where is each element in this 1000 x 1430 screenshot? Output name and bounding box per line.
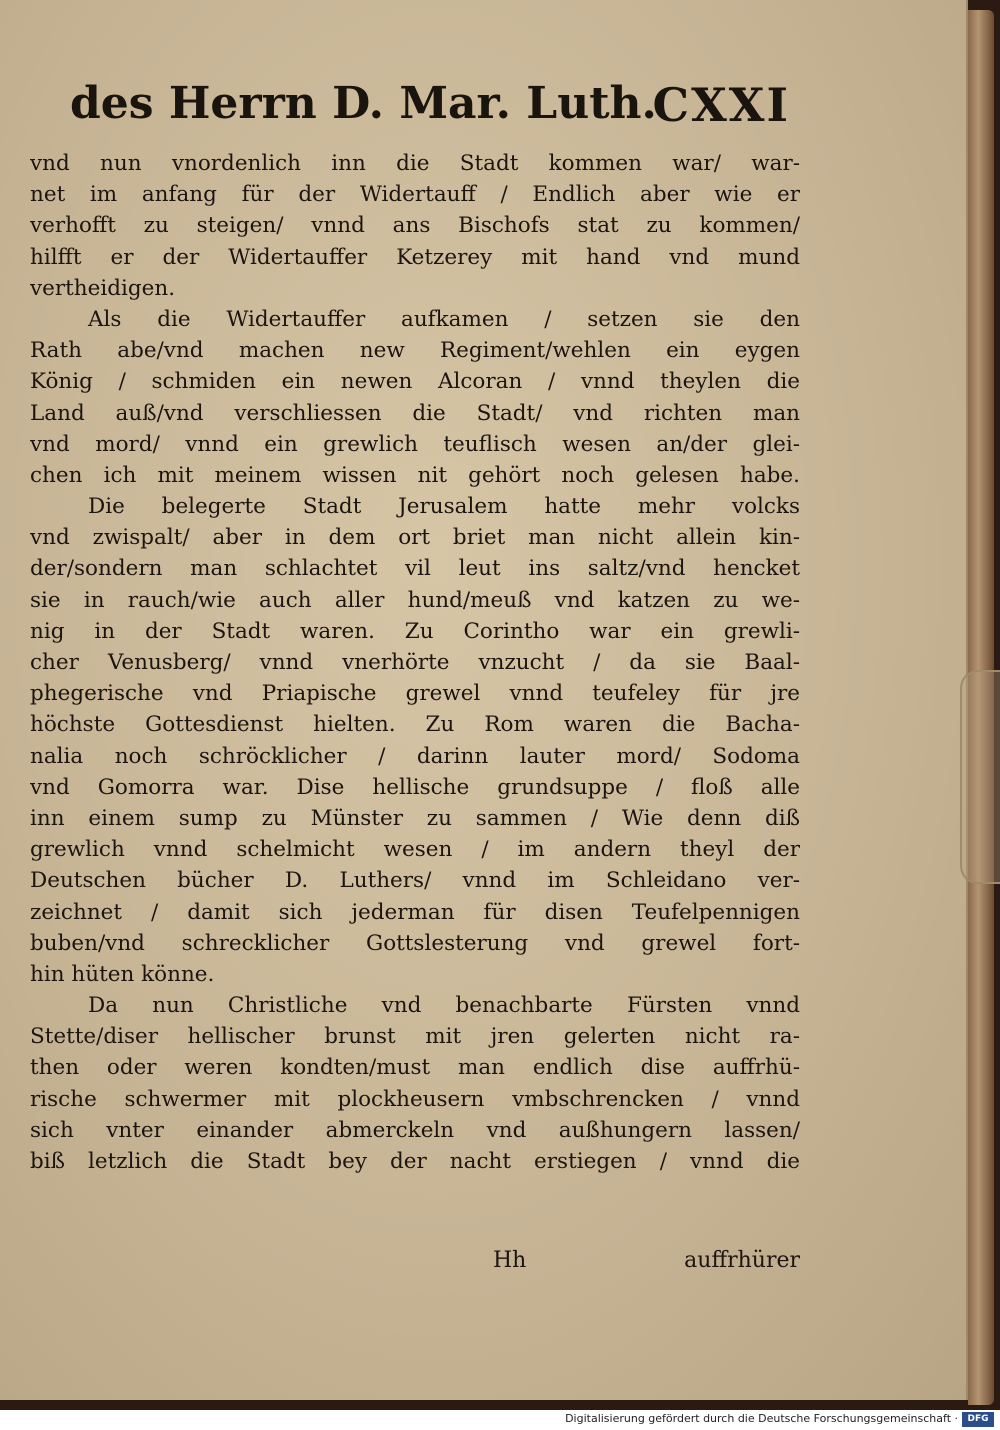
text-line: Rath abe/vnd machen new Regiment/wehlen ein eygen bbox=[30, 338, 800, 364]
text-line: sie in rauch/wie auch aller hund/meuß vnd katzen zu we- bbox=[30, 587, 800, 613]
text-line: then oder weren kondten/must man endlich dise auffrhü- bbox=[30, 1055, 800, 1081]
text-line: vnd mord/ vnnd ein grewlich teuflisch wesen an/der glei- bbox=[30, 431, 800, 457]
text-line: vnd zwispalt/ aber in dem ort briet man nicht allein kin- bbox=[30, 525, 800, 551]
page-tab-shadow bbox=[960, 670, 1000, 884]
text-line: zeichnet / damit sich jederman für disen Teufelpennigen bbox=[30, 899, 800, 925]
text-line: nig in der Stadt waren. Zu Corintho war ein grewli- bbox=[30, 618, 800, 644]
text-line: vertheidigen. bbox=[30, 275, 176, 301]
credit-bar bbox=[0, 1410, 1000, 1430]
text-line: der/sondern man schlachtet vil leut ins saltz/vnd hencket bbox=[30, 556, 800, 582]
text-line: hilfft er der Widertauffer Ketzerey mit hand vnd mund bbox=[30, 244, 800, 270]
text-line: nalia noch schröcklicher / darinn lauter mord/ Sodoma bbox=[30, 743, 800, 769]
text-line: Da nun Christliche vnd benachbarte Fürsten vnnd bbox=[88, 993, 800, 1019]
text-line: hin hüten könne. bbox=[30, 961, 215, 987]
text-line: Als die Widertauffer aufkamen / setzen sie den bbox=[88, 306, 800, 332]
text-line: verhofft zu steigen/ vnnd ans Bischofs stat zu kommen/ bbox=[30, 213, 800, 239]
text-line: Land auß/vnd verschliessen die Stadt/ vnd richten man bbox=[30, 400, 800, 426]
text-line: sich vnter einander abmerckeln vnd außhungern lassen/ bbox=[30, 1117, 800, 1143]
folio-number: CXXI bbox=[652, 78, 790, 132]
text-line: buben/vnd schrecklicher Gottslesterung vnd grewel fort- bbox=[30, 930, 800, 956]
text-line: grewlich vnnd schelmicht wesen / im andern theyl der bbox=[30, 837, 800, 863]
catchword: auffrhürer bbox=[684, 1248, 800, 1273]
page-footer bbox=[30, 1248, 800, 1282]
text-line: vnd Gomorra war. Dise hellische grundsuppe / floß alle bbox=[30, 774, 800, 800]
text-line: König / schmiden ein newen Alcoran / vnnd theylen die bbox=[30, 369, 800, 395]
body-text bbox=[30, 148, 800, 1177]
text-line: Die belegerte Stadt Jerusalem hatte mehr volcks bbox=[88, 494, 800, 520]
signature-mark: Hh bbox=[493, 1248, 527, 1273]
text-line: cher Venusberg/ vnnd vnerhörte vnzucht / da sie Baal- bbox=[30, 650, 800, 675]
text-line: biß letzlich die Stadt bey der nacht erstiegen / vnnd die bbox=[30, 1149, 800, 1174]
text-line: Stette/diser hellischer brunst mit jren gelerten nicht ra- bbox=[30, 1024, 800, 1050]
text-line: rische schwermer mit plockheusern vmbschrencken / vnnd bbox=[30, 1086, 800, 1112]
text-line: Deutschen bücher D. Luthers/ vnnd im Schleidano ver- bbox=[30, 868, 800, 894]
credit-text: Digitalisierung gefördert durch die Deutsche Forschungsgemeinschaft · bbox=[565, 1412, 958, 1425]
text-line: phegerische vnd Priapische grewel vnnd teufeley für jre bbox=[30, 681, 800, 707]
text-line: vnd nun vnordenlich inn die Stadt kommen war/ war- bbox=[30, 151, 800, 176]
page-header bbox=[70, 78, 790, 148]
text-line: chen ich mit meinem wissen nit gehört noch gelesen habe. bbox=[30, 462, 800, 488]
dfg-logo: DFG bbox=[962, 1412, 994, 1427]
running-head: des Herrn D. Mar. Luth. bbox=[70, 78, 657, 129]
text-line: inn einem sump zu Münster zu sammen / Wie denn diß bbox=[30, 805, 800, 831]
text-line: höchste Gottesdienst hielten. Zu Rom waren die Bacha- bbox=[30, 712, 800, 738]
text-line: net im anfang für der Widertauff / Endlich aber wie er bbox=[30, 182, 800, 208]
